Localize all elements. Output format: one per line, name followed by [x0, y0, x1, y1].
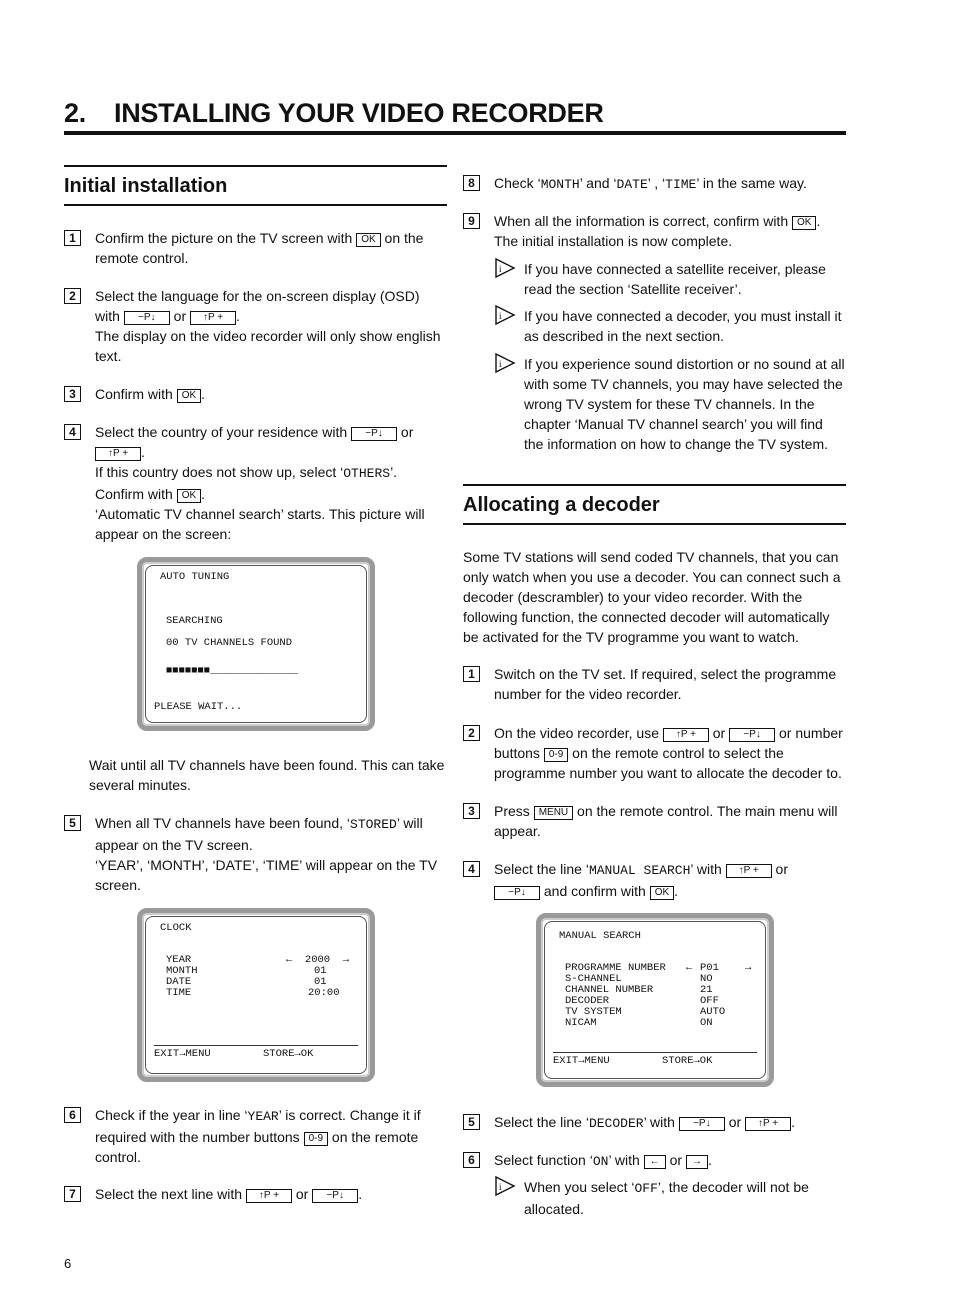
screen-title: AUTO TUNING: [160, 571, 230, 583]
text: Select the line ‘: [494, 1114, 589, 1130]
text: Confirm with: [95, 486, 177, 502]
step-number: 2: [64, 288, 81, 304]
row-label: DECODER: [565, 995, 610, 1007]
step-number: 6: [64, 1107, 81, 1123]
svg-text:i: i: [499, 264, 502, 274]
row-label: DATE: [166, 976, 192, 988]
p-up-key: ↑P +: [246, 1189, 292, 1203]
section-title-allocating-decoder: Allocating a decoder: [463, 484, 846, 525]
osd-term: OFF: [634, 1181, 658, 1196]
row-label: PROGRAMME NUMBER: [565, 962, 666, 974]
text: ’.: [390, 464, 398, 480]
row-value: OFF: [700, 995, 719, 1007]
text: .: [236, 308, 240, 324]
step-number: 3: [64, 386, 81, 402]
p-down-key: −P↓: [729, 728, 775, 742]
osd-term: MANUAL SEARCH: [588, 863, 691, 878]
p-down-key: −P↓: [312, 1189, 358, 1203]
wait-text: Wait until all TV channels have been found. This can take several minutes.: [89, 757, 445, 793]
text: or: [397, 424, 414, 440]
row-label: YEAR: [166, 954, 192, 966]
screen-footer: PLEASE WAIT...: [154, 701, 243, 713]
screen-footer-exit: EXIT→MENU: [553, 1055, 610, 1067]
text: When you select ‘: [524, 1179, 635, 1195]
step-2-text: [95, 286, 447, 366]
text: .: [816, 213, 821, 229]
text: .: [791, 1114, 795, 1130]
text: Confirm with: [95, 386, 177, 402]
step-6-text: [95, 1105, 447, 1167]
text: ’ will appear on the TV screen.: [95, 815, 423, 853]
ok-key: OK: [177, 389, 201, 403]
text: The initial installation is now complete.: [494, 233, 733, 249]
step-1-text: [95, 228, 447, 268]
row-label: CHANNEL NUMBER: [565, 984, 654, 996]
p-up-key: ↑P +: [726, 864, 772, 878]
text: or: [771, 861, 788, 877]
text: or number buttons: [494, 725, 843, 761]
text: on the remote control to select the programme number you want to allocate the decoder to.: [494, 745, 842, 781]
text: ‘Automatic TV channel search’ starts. This picture will appear on the screen:: [95, 506, 425, 542]
ok-key: OK: [650, 886, 674, 900]
text: and confirm with: [540, 883, 650, 899]
step-number: 5: [64, 815, 81, 831]
text: or: [665, 1152, 686, 1168]
text: .: [358, 1186, 363, 1202]
row-value: 01: [314, 965, 327, 977]
text: or: [708, 725, 730, 741]
svg-text:i: i: [499, 1182, 502, 1192]
decoder-step-5-text: [494, 1112, 846, 1134]
text: or: [291, 1186, 313, 1202]
p-up-key: ↑P +: [190, 311, 236, 325]
step-number: 2: [463, 725, 480, 741]
row-value: 20:00: [308, 987, 340, 999]
row-value: 21: [700, 984, 713, 996]
row-value: NO: [700, 973, 713, 985]
text: ’ with: [690, 861, 726, 877]
number-keys: 0-9: [544, 748, 568, 762]
note-decoder: If you have connected a decoder, you must install it as described in the next section.: [524, 308, 842, 344]
text: or: [169, 308, 191, 324]
page-title: [64, 98, 846, 135]
svg-text:i: i: [499, 311, 502, 321]
osd-term: DECODER: [588, 1116, 644, 1131]
step-number: 1: [64, 230, 81, 246]
p-down-key: −P↓: [124, 311, 170, 325]
step-5-text: [95, 813, 447, 895]
step-number: 5: [463, 1114, 480, 1130]
decoder-step-3-text: [494, 801, 846, 841]
osd-term: MONTH: [540, 177, 580, 192]
row-label: TIME: [166, 987, 192, 999]
row-label: NICAM: [565, 1017, 597, 1029]
progress-bar: ■■■■■■■______________: [166, 665, 299, 677]
text: Select function ‘: [494, 1152, 593, 1168]
p-up-key: ↑P +: [745, 1117, 791, 1131]
decoder-intro: Some TV stations will send coded TV channels, that you can only watch when you use a decoder. You can connect such a decoder (descrambler) to your video recorder. With the following function, the connected decoder will automatically be activated for the TV programme you want to watch.: [463, 549, 841, 645]
text: ’ and ‘: [579, 175, 617, 191]
decoder-step-1-text: Switch on the TV set. If required, select the programme number for the video recorder.: [494, 666, 837, 702]
text: on the remote control. The main menu will appear.: [494, 803, 838, 839]
step-number: 7: [64, 1186, 81, 1202]
step-8-text: [494, 173, 846, 195]
chapter-title: INSTALLING YOUR VIDEO RECORDER: [114, 98, 604, 128]
text: Check ‘: [494, 175, 541, 191]
text: Check if the year in line ‘: [95, 1107, 248, 1123]
decoder-step-6-text: [494, 1150, 846, 1172]
ok-key: OK: [356, 233, 380, 247]
page-number: 6: [64, 1256, 72, 1271]
row-label: MONTH: [166, 965, 198, 977]
osd-term: TIME: [665, 177, 697, 192]
row-value: ON: [700, 1017, 713, 1029]
step-4-text: [95, 422, 447, 544]
row-value: P01: [700, 962, 719, 974]
p-down-key: −P↓: [679, 1117, 725, 1131]
text: The display on the video recorder will only show english text.: [95, 328, 441, 364]
text: ’ , ‘: [647, 175, 666, 191]
text: Select the language for the on-screen display (OSD) with: [95, 288, 420, 324]
arrow-left-icon: ←: [686, 962, 693, 974]
text: .: [141, 444, 145, 460]
p-down-key: −P↓: [494, 886, 540, 900]
step-number: 4: [463, 861, 480, 877]
screen-footer-exit: EXIT→MENU: [154, 1048, 211, 1060]
info-icon: [494, 352, 516, 374]
osd-term: STORED: [350, 817, 397, 832]
osd-term: DATE: [616, 177, 648, 192]
text: .: [674, 883, 679, 899]
footer-divider: [154, 1045, 358, 1046]
svg-text:i: i: [499, 359, 502, 369]
decoder-step-2-text: [494, 723, 846, 783]
text: on the remote control.: [95, 230, 424, 266]
text: .: [201, 486, 206, 502]
screen-line: 00 TV CHANNELS FOUND: [166, 637, 293, 649]
p-up-key: ↑P +: [663, 728, 709, 742]
step-number: 4: [64, 424, 81, 440]
step-number: 6: [463, 1152, 480, 1168]
osd-term: OTHERS: [343, 466, 391, 481]
text: or: [724, 1114, 746, 1130]
screen-title: CLOCK: [160, 922, 192, 934]
step-7-text: [95, 1184, 447, 1204]
text: ’, the decoder will not be allocated.: [524, 1179, 809, 1217]
row-value: 01: [314, 976, 327, 988]
screen-line: SEARCHING: [166, 615, 223, 627]
text: ’ with: [643, 1114, 679, 1130]
step-9-text: [494, 211, 846, 251]
text: Select the next line with: [95, 1186, 246, 1202]
row-label: S-CHANNEL: [565, 973, 622, 985]
osd-term: YEAR: [247, 1109, 279, 1124]
text: When all the information is correct, confirm with: [494, 213, 792, 229]
tv-screen-clock: [137, 908, 375, 1082]
screen-title: MANUAL SEARCH: [559, 930, 641, 942]
info-icon: [494, 257, 516, 279]
step-number: 9: [463, 213, 480, 229]
text: .: [201, 386, 206, 402]
chapter-number: 2.: [64, 98, 86, 128]
number-keys: 0-9: [304, 1132, 328, 1146]
p-down-key: −P↓: [351, 427, 397, 441]
note-off: [524, 1177, 846, 1219]
text: ’ in the same way.: [696, 175, 807, 191]
text: ’ is correct. Change it if required with the number buttons: [95, 1107, 421, 1145]
text: Select the country of your residence with: [95, 424, 352, 440]
row-value: AUTO: [700, 1006, 726, 1018]
ok-key: OK: [177, 489, 201, 503]
osd-term: ON: [592, 1154, 609, 1169]
row-value: ← 2000 →: [286, 954, 350, 966]
info-icon: [494, 1175, 516, 1197]
section-title-initial-installation: Initial installation: [64, 165, 447, 206]
step-number: 1: [463, 666, 480, 682]
text: On the video recorder, use: [494, 725, 663, 741]
screen-footer-store: STORE→OK: [263, 1048, 314, 1060]
text: Press: [494, 803, 534, 819]
note-tv-system: If you experience sound distortion or no sound at all with some TV channels, you may have selected the wrong TV system for these TV channels. In the chapter ‘Manual TV channel search’ you will find the information on how to change the TV system.: [524, 356, 845, 452]
menu-key: MENU: [534, 806, 573, 820]
text: on the remote control.: [95, 1129, 419, 1165]
text: When all TV channels have been found, ‘: [95, 815, 351, 831]
step-number: 8: [463, 175, 480, 191]
footer-divider: [553, 1052, 757, 1053]
text: .: [707, 1152, 712, 1168]
arrow-left-key: ←: [644, 1155, 666, 1169]
text: ’ with: [608, 1152, 644, 1168]
text: Confirm the picture on the TV screen with: [95, 230, 357, 246]
decoder-step-4-text: [494, 859, 846, 901]
arrow-right-key: →: [686, 1155, 708, 1169]
text: Select the line ‘: [494, 861, 589, 877]
step-3-text: [95, 384, 447, 404]
note-satellite: If you have connected a satellite receiver, please read the section ‘Satellite receiver’.: [524, 261, 826, 297]
tv-screen-auto-tuning: [137, 557, 375, 731]
row-label: TV SYSTEM: [565, 1006, 622, 1018]
screen-footer-store: STORE→OK: [662, 1055, 713, 1067]
ok-key: OK: [792, 216, 816, 230]
text: If this country does not show up, select ‘: [95, 464, 344, 480]
p-up-key: ↑P +: [95, 447, 141, 461]
tv-screen-manual-search: [536, 913, 774, 1087]
text: ‘YEAR’, ‘MONTH’, ‘DATE’, ‘TIME’ will appear on the TV screen.: [95, 857, 438, 893]
info-icon: [494, 304, 516, 326]
arrow-right-icon: →: [745, 962, 752, 974]
step-number: 3: [463, 803, 480, 819]
